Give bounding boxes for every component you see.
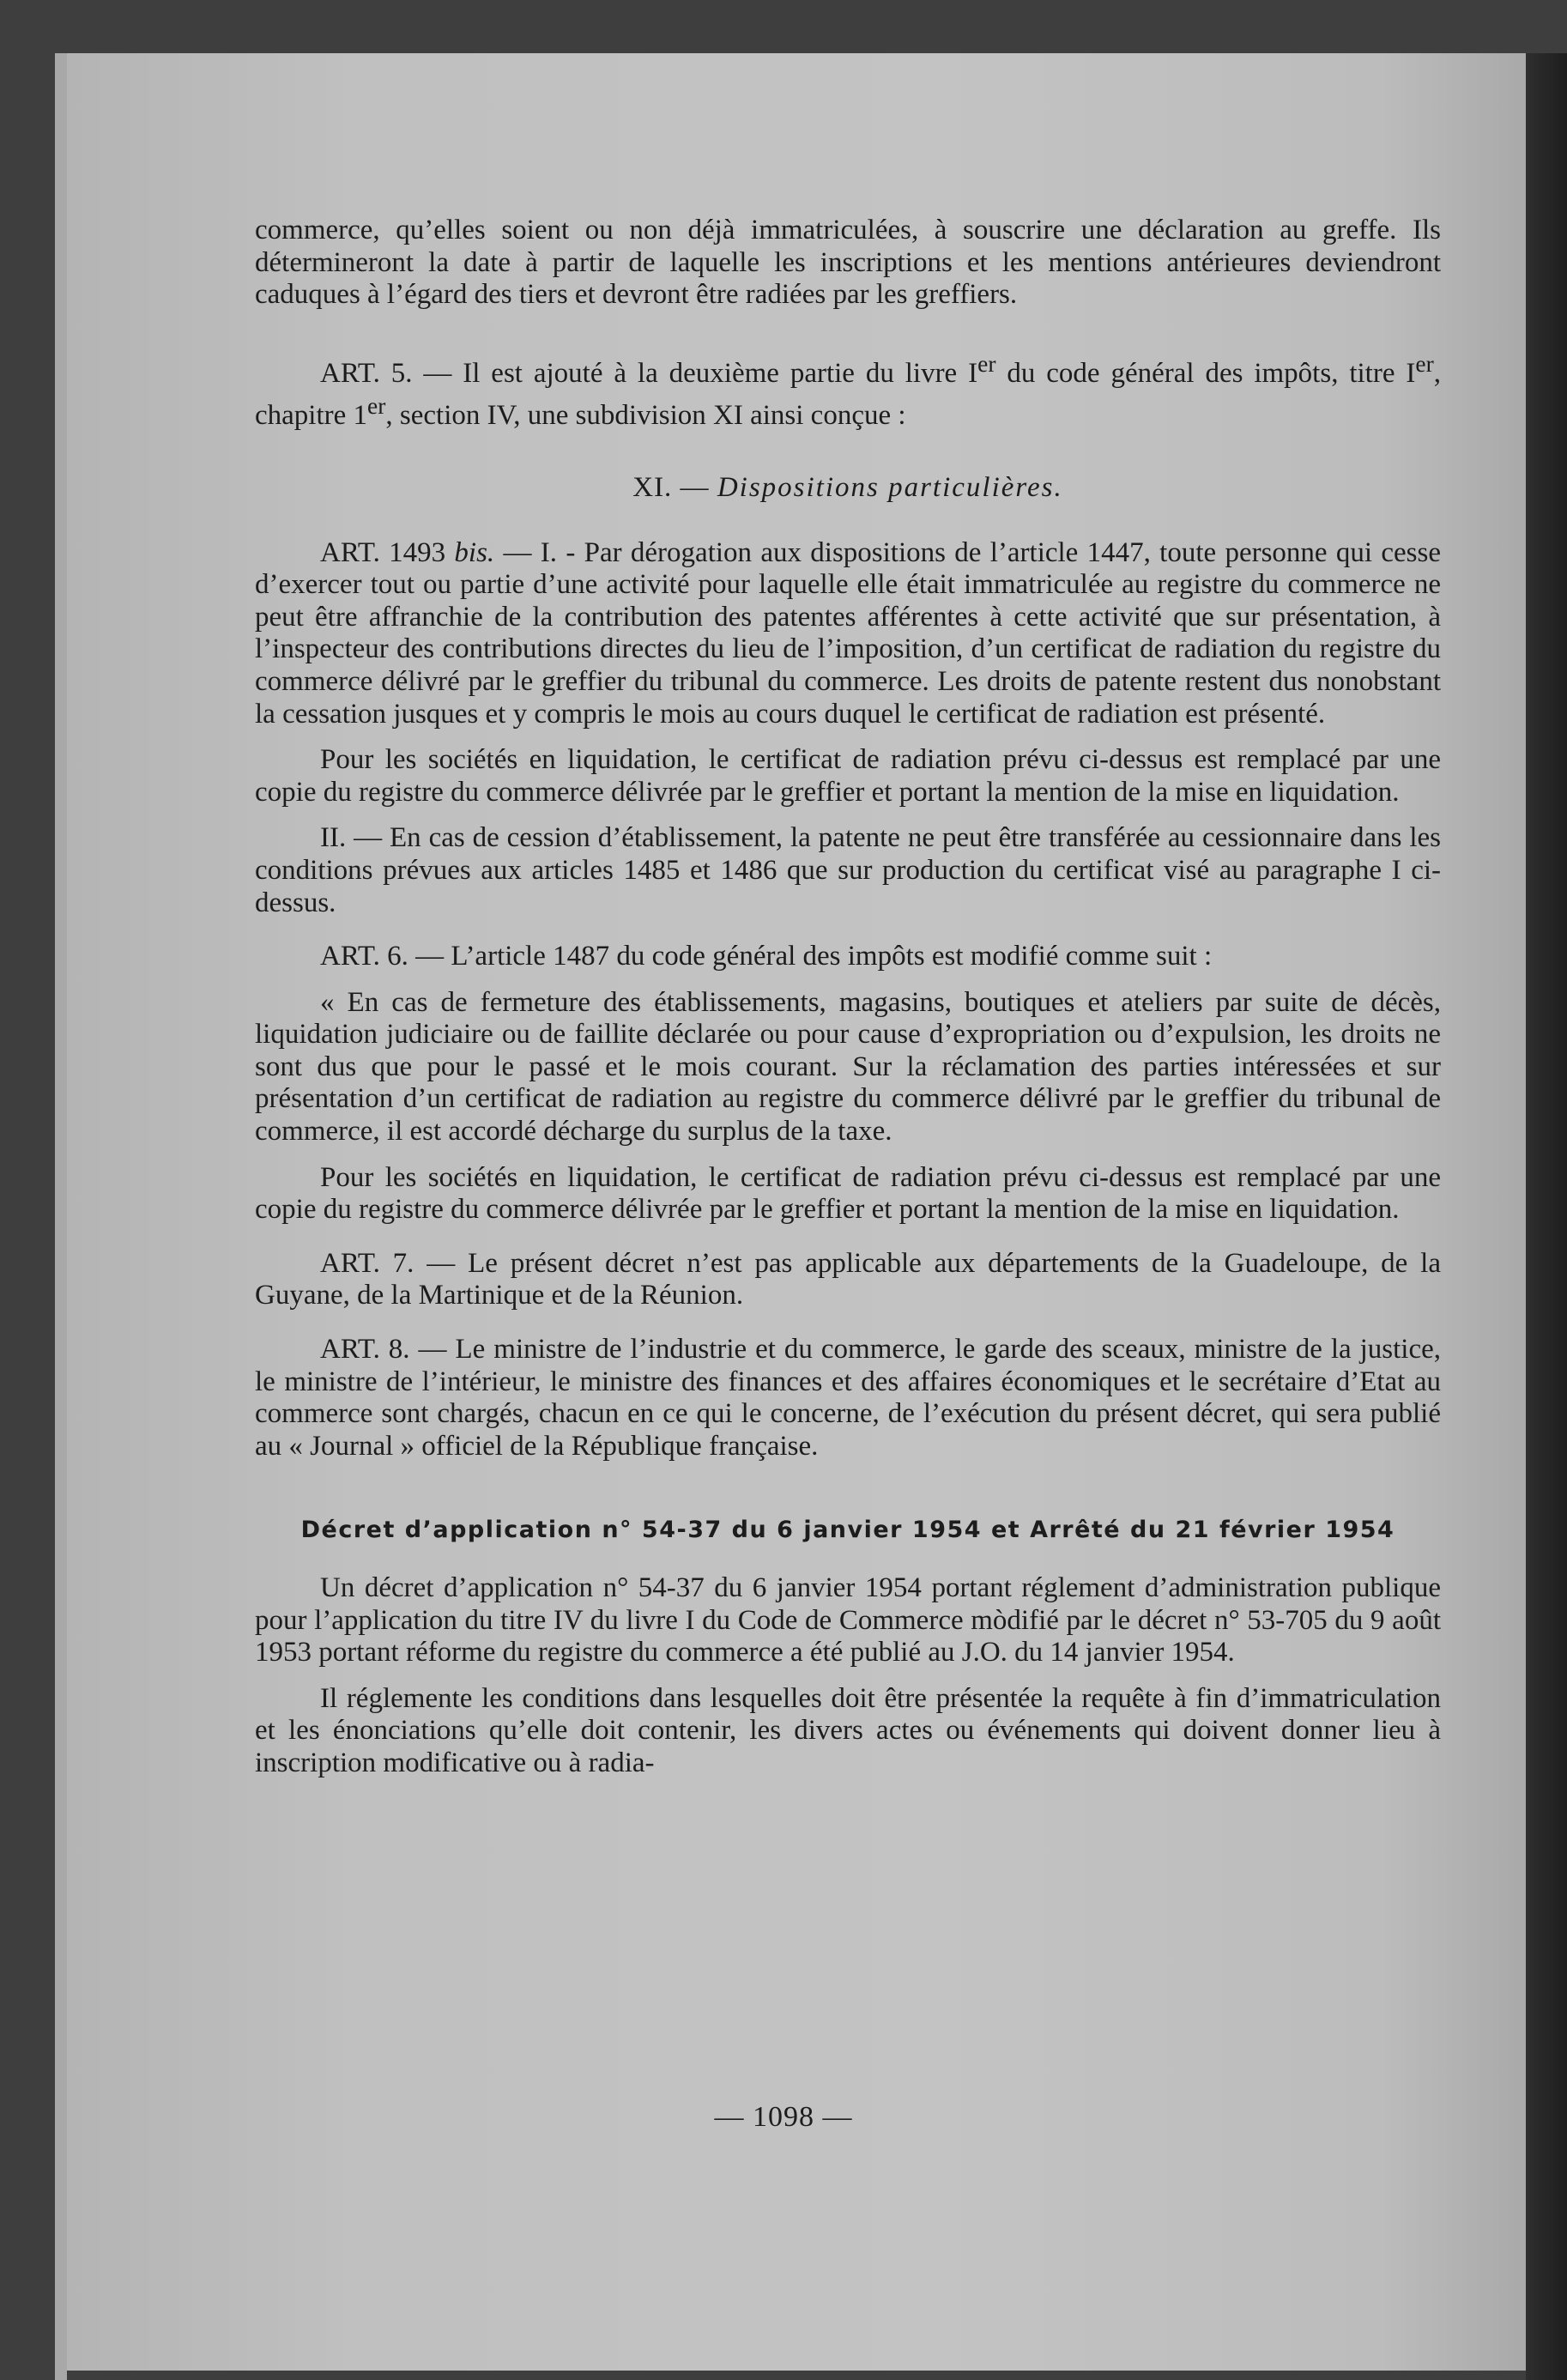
paragraph-societes-2: Pour les sociétés en liquidation, le certificat de radiation prévu ci-dessus est remplacé par une copie du registre du commerce délivrée par le greffier et portant la mention de la mise en liquidation. [255,1161,1441,1226]
article-7: ART. 7. — Le présent décret n’est pas applicable aux départements de la Guadeloupe, de la Guyane, de la Martinique et de la Réunion. [255,1247,1441,1311]
page-binding-shadow [1526,53,1567,2380]
decret-heading: Décret d’application n° 54-37 du 6 janvier 1954 et Arrêté du 21 février 1954 [300,1517,1395,1544]
paragraph-ii: II. — En cas de cession d’établissement, la patente ne peut être transférée au cessionnaire dans les conditions prévues aux articles 1485 et 1486 que sur production du certificat visé au paragraphe I ci-dessus. [255,822,1441,918]
section-heading-xi: XI. — Dispositions particulières. [632,471,1063,503]
article-8: ART. 8. — Le ministre de l’industrie et du commerce, le garde des sceaux, ministre de la justice, le ministre de l’intérieur, le ministre des finances et des affaires économiques et le secrétaire d’Etat au commerce sont chargés, chacun en ce qui le concerne, de l’exécution du présent décret, qui sera publié au « Journal » officiel de la République française. [255,1334,1441,1462]
paragraph-quote: « En cas de fermeture des établissements, magasins, boutiques et ateliers par suite de décès, liquidation judiciaire ou de faillite déclarée ou pour cause d’expropriation ou d’expulsion, les droits ne sont dus que pour le passé et le mois courant. Sur la réclamation des parties intéressées et sur présentation d’un certificat de radiation au registre du commerce délivré par le greffier du tribunal de commerce, il est accordé décharge du surplus de la taxe. [255,986,1441,1148]
article-5: ART. 5. — Il est ajouté à la deuxième partie du livre Ier du code général des impôts, titre Ier, chapitre 1er, section IV, une subdivision XI ainsi conçue : [255,349,1441,432]
page-number: — 1098 — [714,2101,853,2133]
article-6: ART. 6. — L’article 1487 du code général des impôts est modifié comme suit : [320,941,1213,972]
page-body [255,215,1441,1780]
paragraph-decret-1: Un décret d’application n° 54-37 du 6 janvier 1954 portant réglement d’administration publique pour l’application du titre IV du livre I du Code de Commerce mòdifié par le décret n° 53-705 du 9 août 1953 portant réforme du registre du commerce a été publié au J.O. du 14 janvier 1954. [255,1572,1441,1668]
paragraph-decret-2: Il réglemente les conditions dans lesquelles doit être présentée la requête à fin d’immatriculation et les énonciations qu’elle doit contenir, les divers actes ou événements qui doivent donner lieu à inscription modificative ou à radia- [255,1682,1441,1778]
article-1493-bis: ART. 1493 bis. — I. - Par dérogation aux dispositions de l’article 1447, toute personne qui cesse d’exercer tout ou partie d’une activité pour laquelle elle était immatriculée au registre du commerce ne peut être affranchie de la contribution des patentes afférentes à cette activité que sur présentation, à l’inspecteur des contributions directes du lieu de l’imposition, d’un certificat de radiation du registre du commerce délivré par le greffier du tribunal du commerce. Les droits de patente restent dus nonobstant la cessation jusques et y compris le mois au cours duquel le certificat de radiation est présenté. [255,536,1441,730]
page-left-edge [55,53,67,2380]
paragraph-continuation: commerce, qu’elles soient ou non déjà immatriculées, à souscrire une déclaration au greffe. Ils détermineront la date à partir de laquelle les inscriptions et les mentions antérieures deviendront caduques à l’égard des tiers et devront être radiées par les greffiers. [255,215,1441,311]
paragraph-societes-1: Pour les sociétés en liquidation, le certificat de radiation prévu ci-dessus est remplacé par une copie du registre du commerce délivrée par le greffier et portant la mention de la mise en liquidation. [255,744,1441,808]
